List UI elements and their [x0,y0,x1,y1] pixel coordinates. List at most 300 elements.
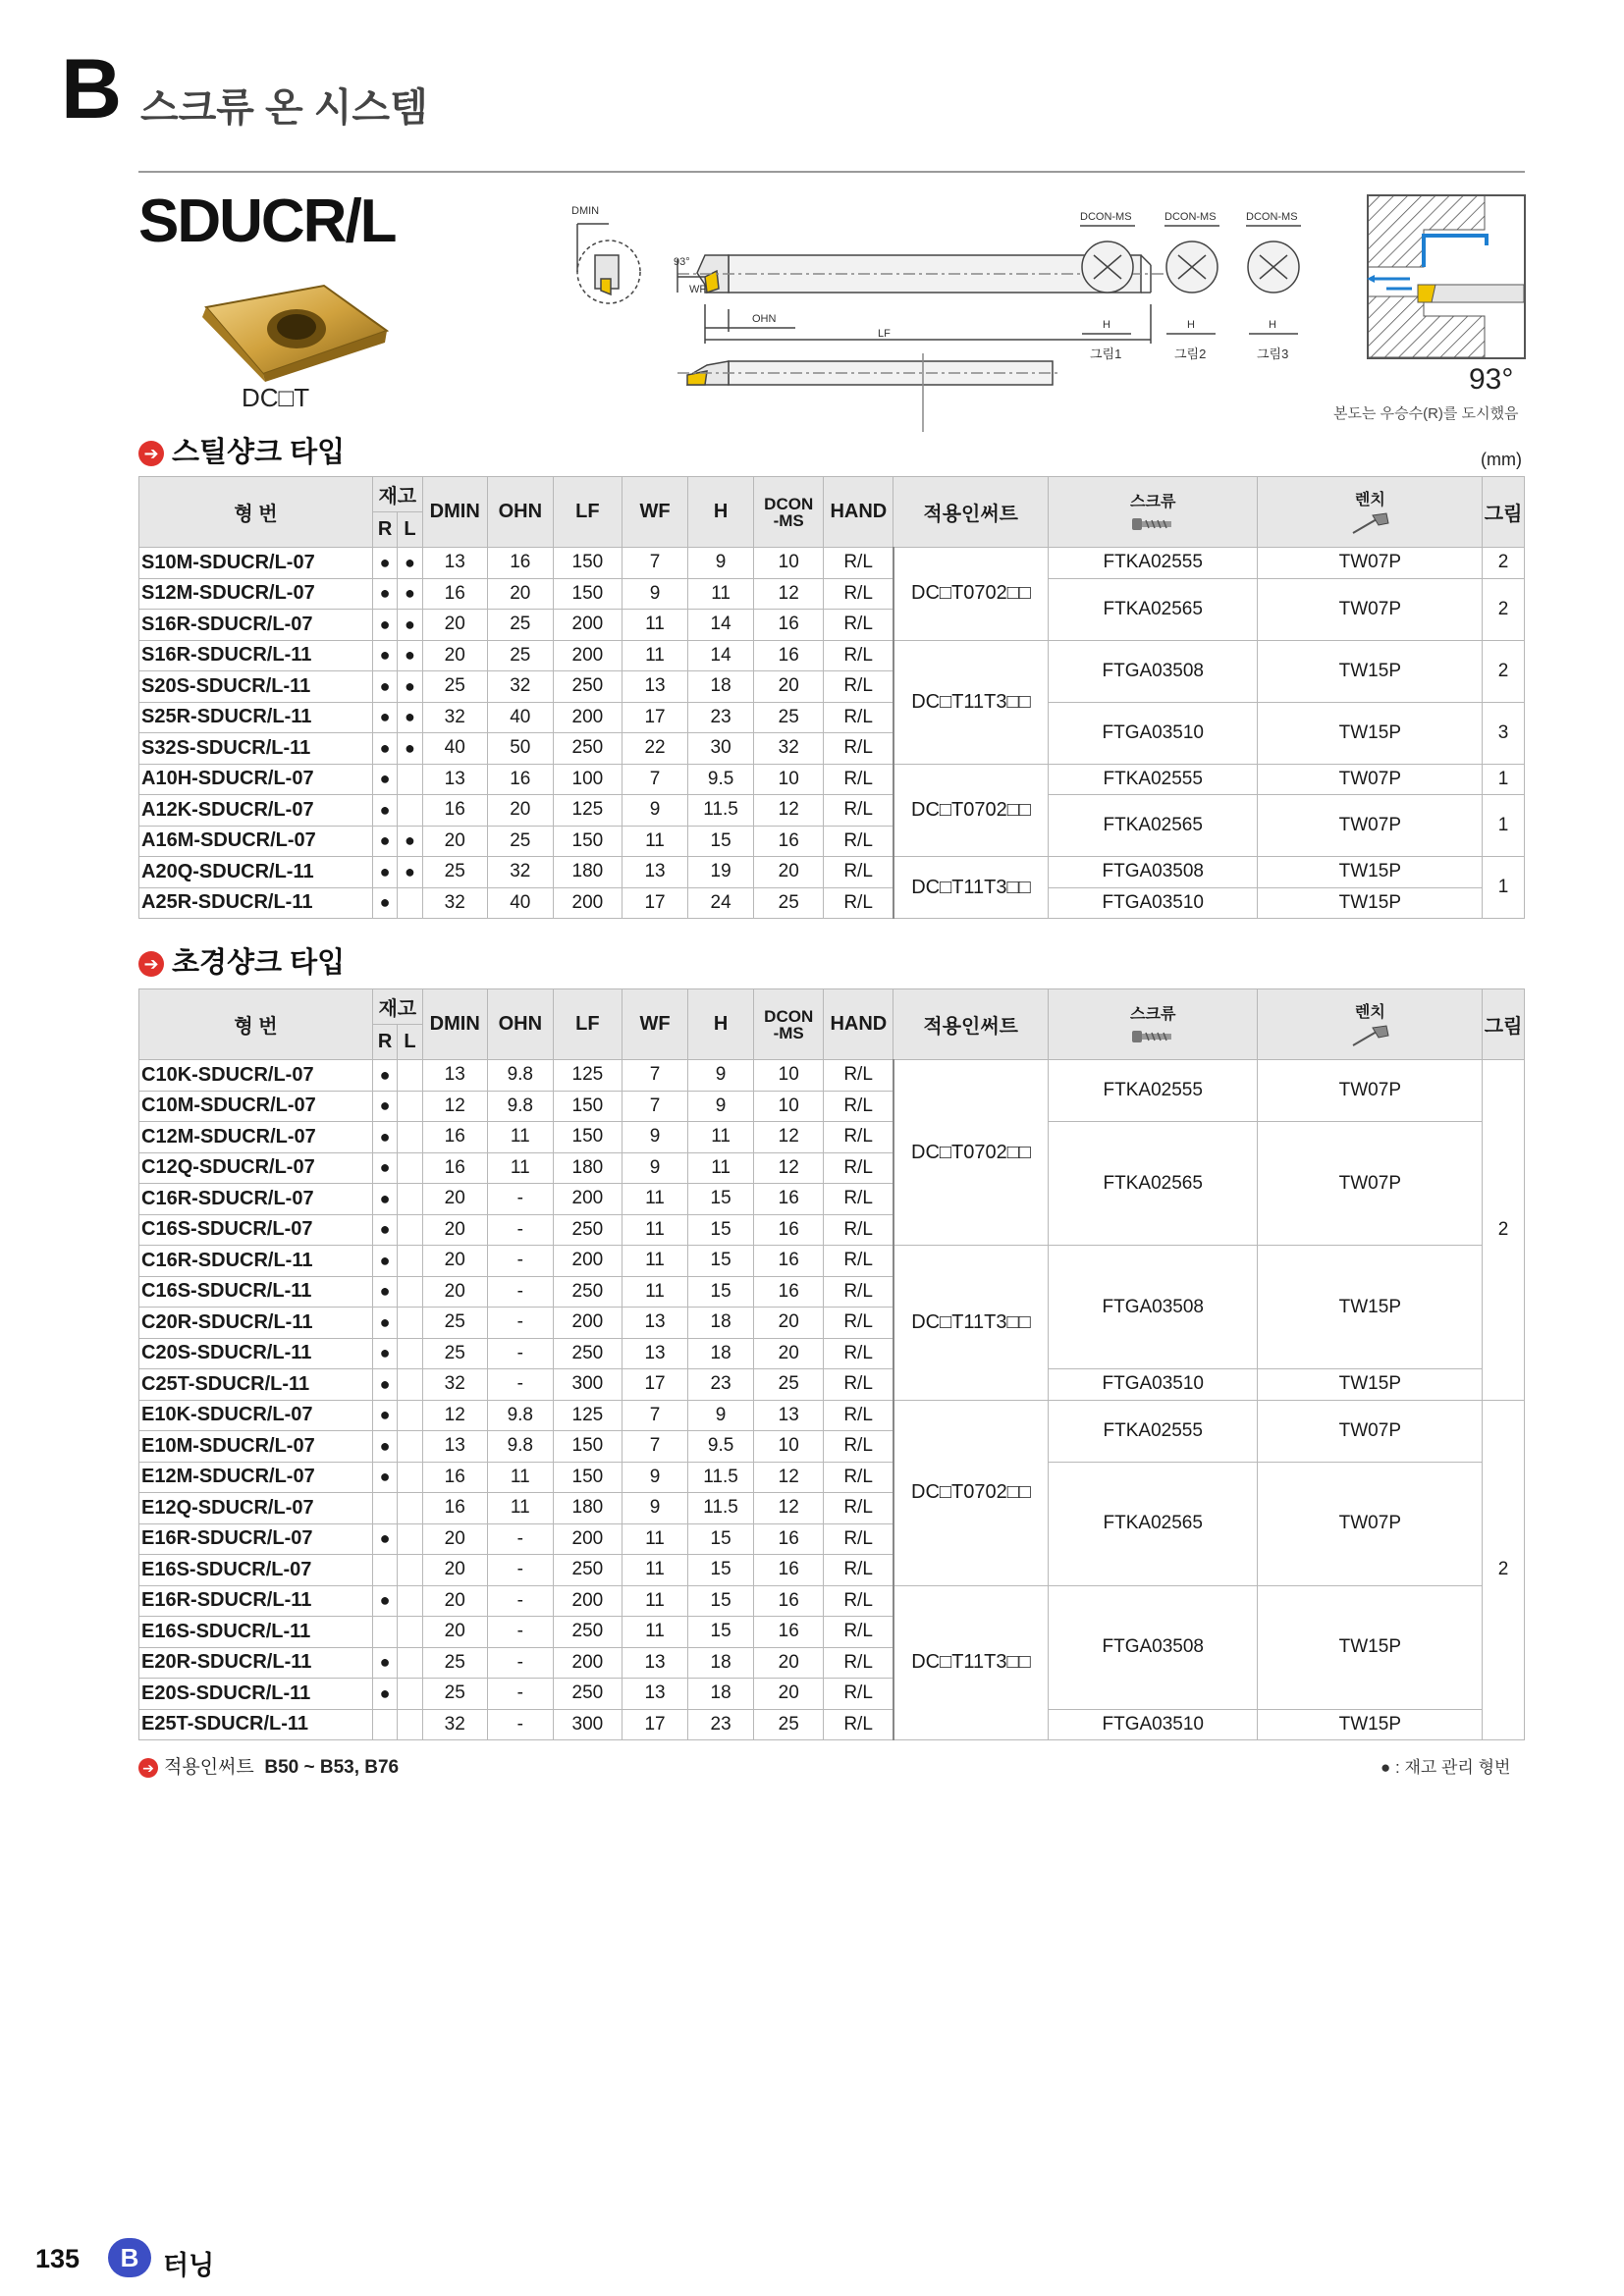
stock-l [398,1214,422,1246]
stock-r: ● [372,1060,397,1092]
carbide-shank-table [138,988,1525,1740]
dcon-value: 25 [754,1369,824,1401]
page-chapter-badge: B [108,2238,151,2277]
ohn-value: - [487,1338,553,1369]
hand-value: R/L [824,1679,893,1710]
dmin-value: 16 [422,1122,487,1153]
dcon-value: 16 [754,1523,824,1555]
stock-l: ● [398,578,422,610]
lf-value: 250 [553,671,622,703]
screw-part: FTGA03510 [1049,702,1258,764]
dmin-value: 20 [422,1585,487,1617]
lf-value: 200 [553,702,622,733]
dcon-value: 10 [754,1091,824,1122]
col-h: H [688,989,754,1060]
dcon-value: 12 [754,1493,824,1524]
wrench-part: TW07P [1258,548,1483,579]
h-value: 15 [688,1523,754,1555]
dmin-value: 32 [422,702,487,733]
col-stock-l: L [398,1025,422,1060]
dcon-value: 13 [754,1400,824,1431]
applicable-insert: DC□T11T3□□ [893,640,1049,764]
table-row [139,1709,1525,1740]
ohn-value: - [487,1647,553,1679]
dcon-value: 16 [754,1276,824,1308]
wrench-part: TW15P [1258,1246,1483,1369]
product-code: A10H-SDUCR/L-07 [139,764,373,795]
dmin-value: 20 [422,610,487,641]
h-value: 19 [688,857,754,888]
approach-angle: 93° [1469,363,1514,396]
product-code: A25R-SDUCR/L-11 [139,887,373,919]
lf-value: 200 [553,1523,622,1555]
header-divider [138,171,1525,173]
ohn-value: 9.8 [487,1431,553,1463]
dmin-value: 32 [422,1369,487,1401]
col-lf: LF [553,477,622,548]
hand-value: R/L [824,1214,893,1246]
screw-part: FTGA03508 [1049,857,1258,888]
hand-value: R/L [824,610,893,641]
wf-value: 7 [622,764,687,795]
stock-r: ● [372,1462,397,1493]
h-value: 23 [688,1709,754,1740]
hand-value: R/L [824,1308,893,1339]
screw-part: FTKA02565 [1049,578,1258,640]
table-row [139,764,1525,795]
hand-value: R/L [824,887,893,919]
col-screw-label: 스크류 [1130,494,1176,510]
ohn-value: 16 [487,764,553,795]
stock-r: ● [372,795,397,827]
dmin-value: 40 [422,733,487,765]
ohn-value: 16 [487,548,553,579]
hand-value: R/L [824,1462,893,1493]
stock-r: ● [372,764,397,795]
table-row [139,1462,1525,1493]
stock-r: ● [372,1091,397,1122]
ohn-value: 20 [487,795,553,827]
stock-r: ● [372,1184,397,1215]
product-code: C12M-SDUCR/L-07 [139,1122,373,1153]
dcon-value: 20 [754,1647,824,1679]
col-dmin: DMIN [422,989,487,1060]
dmin-value: 25 [422,1338,487,1369]
product-code: S16R-SDUCR/L-07 [139,610,373,641]
dcon-value: 10 [754,548,824,579]
screw-part: FTGA03508 [1049,640,1258,702]
col-screw [1049,477,1258,548]
wf-value: 13 [622,1679,687,1710]
col-stock-r: R [372,1025,397,1060]
dcon-value: 16 [754,1555,824,1586]
wrench-part: TW15P [1258,857,1483,888]
lf-value: 150 [553,1462,622,1493]
col-lf: LF [553,989,622,1060]
screw-part: FTKA02555 [1049,548,1258,579]
stock-r: ● [372,578,397,610]
col-stock-l: L [398,512,422,548]
h-value: 9 [688,1400,754,1431]
wf-value: 11 [622,826,687,857]
wrench-part: TW07P [1258,1122,1483,1246]
dcon-value: 16 [754,1246,824,1277]
h-value: 15 [688,1246,754,1277]
product-code: C16R-SDUCR/L-11 [139,1246,373,1277]
hand-value: R/L [824,764,893,795]
lf-value: 250 [553,1617,622,1648]
dcon-value: 20 [754,1338,824,1369]
stock-l [398,1276,422,1308]
stock-l [398,1060,422,1092]
lf-value: 200 [553,887,622,919]
table-row [139,1369,1525,1401]
ohn-value: 32 [487,671,553,703]
stock-l [398,1523,422,1555]
product-code: S20S-SDUCR/L-11 [139,671,373,703]
unit-label: (mm) [1481,450,1522,469]
wrench-part: TW15P [1258,702,1483,764]
col-dcon: DCON -MS [754,989,824,1060]
dcon-value: 12 [754,795,824,827]
dmin-value: 32 [422,1709,487,1740]
col-code: 형 번 [139,989,373,1060]
wrench-part: TW15P [1258,887,1483,919]
stock-r: ● [372,857,397,888]
hand-value: R/L [824,1523,893,1555]
table-row [139,702,1525,733]
product-code: S32S-SDUCR/L-11 [139,733,373,765]
dcon-value: 16 [754,610,824,641]
wrench-part: TW15P [1258,1709,1483,1740]
label-ohn: OHN [752,313,777,325]
stock-r: ● [372,1523,397,1555]
h-value: 18 [688,671,754,703]
wf-value: 17 [622,702,687,733]
stock-r [372,1555,397,1586]
dmin-value: 12 [422,1091,487,1122]
wf-value: 9 [622,1462,687,1493]
wf-value: 7 [622,1091,687,1122]
stock-l [398,1431,422,1463]
insert-caption: DC□T [242,383,310,412]
stock-l [398,1493,422,1524]
wf-value: 11 [622,1617,687,1648]
col-insert: 적용인써트 [893,477,1049,548]
product-code: C16R-SDUCR/L-07 [139,1184,373,1215]
h-value: 18 [688,1308,754,1339]
h-value: 11 [688,578,754,610]
wf-value: 11 [622,1585,687,1617]
dmin-value: 16 [422,1462,487,1493]
wf-value: 11 [622,640,687,671]
ohn-value: - [487,1369,553,1401]
table-row [139,1060,1525,1092]
stock-r: ● [372,1369,397,1401]
ohn-value: 25 [487,640,553,671]
dcon-value: 12 [754,1122,824,1153]
col-stock-r: R [372,512,397,548]
screw-part: FTGA03508 [1049,1585,1258,1709]
applicable-insert: DC□T0702□□ [893,1060,1049,1246]
lf-value: 250 [553,1555,622,1586]
dmin-value: 20 [422,826,487,857]
dmin-value: 32 [422,887,487,919]
col-stock: 재고 [372,989,422,1025]
wf-value: 7 [622,1431,687,1463]
table-row [139,1246,1525,1277]
h-value: 15 [688,1214,754,1246]
wf-value: 13 [622,1647,687,1679]
stock-l [398,1617,422,1648]
dcon-value: 20 [754,1679,824,1710]
table-row [139,887,1525,919]
h-value: 9.5 [688,764,754,795]
dcon-value: 12 [754,578,824,610]
label-dcon-1: DCON-MS [1080,211,1132,223]
h-value: 9 [688,1091,754,1122]
label-h-3: H [1269,319,1276,331]
stock-l [398,1462,422,1493]
h-value: 11 [688,1122,754,1153]
page-section: 터닝 [163,2251,215,2280]
applicable-insert: DC□T0702□□ [893,764,1049,857]
h-value: 15 [688,1184,754,1215]
dmin-value: 20 [422,1555,487,1586]
h-value: 18 [688,1679,754,1710]
table-row [139,795,1525,827]
stock-l [398,764,422,795]
product-code: E16S-SDUCR/L-07 [139,1555,373,1586]
wf-value: 11 [622,610,687,641]
wf-value: 11 [622,1276,687,1308]
applicable-insert: DC□T11T3□□ [893,1246,1049,1401]
ohn-value: 11 [487,1122,553,1153]
dcon-value: 16 [754,826,824,857]
dcon-value: 16 [754,1184,824,1215]
stock-r: ● [372,887,397,919]
figure-ref: 2 [1483,1060,1525,1401]
h-value: 15 [688,1555,754,1586]
col-wrench [1258,989,1483,1060]
table-row [139,1400,1525,1431]
ohn-value: - [487,1214,553,1246]
lf-value: 180 [553,1493,622,1524]
col-wrench-label: 렌치 [1354,492,1385,508]
h-value: 15 [688,826,754,857]
label-dmin: DMIN [571,205,600,217]
dmin-value: 20 [422,1184,487,1215]
product-code: S10M-SDUCR/L-07 [139,548,373,579]
dcon-value: 20 [754,1308,824,1339]
stock-r: ● [372,1679,397,1710]
figure-ref: 2 [1483,548,1525,579]
stock-r: ● [372,826,397,857]
hand-value: R/L [824,857,893,888]
hand-value: R/L [824,1647,893,1679]
stock-l: ● [398,857,422,888]
stock-l [398,1400,422,1431]
stock-l: ● [398,826,422,857]
coolant-section-image [1367,194,1526,359]
dmin-value: 16 [422,578,487,610]
hand-value: R/L [824,1369,893,1401]
stock-r [372,1709,397,1740]
hand-value: R/L [824,671,893,703]
wf-value: 17 [622,1709,687,1740]
lf-value: 180 [553,1152,622,1184]
lf-value: 300 [553,1709,622,1740]
applicable-insert: DC□T0702□□ [893,548,1049,641]
wf-value: 13 [622,857,687,888]
col-insert: 적용인써트 [893,989,1049,1060]
product-code: E16R-SDUCR/L-11 [139,1585,373,1617]
screw-part: FTKA02555 [1049,1400,1258,1462]
stock-l [398,887,422,919]
table-row [139,857,1525,888]
stock-r: ● [372,1308,397,1339]
stock-r [372,1617,397,1648]
wf-value: 7 [622,1400,687,1431]
figure-ref: 1 [1483,857,1525,919]
hand-value: R/L [824,1585,893,1617]
dmin-value: 16 [422,1152,487,1184]
insert-image [177,280,395,382]
hand-value: R/L [824,1091,893,1122]
product-code: C20S-SDUCR/L-11 [139,1338,373,1369]
product-code: C16S-SDUCR/L-07 [139,1214,373,1246]
dmin-value: 20 [422,1276,487,1308]
table-row [139,548,1525,579]
wf-value: 17 [622,1369,687,1401]
col-screw-label: 스크류 [1130,1006,1176,1023]
col-stock: 재고 [372,477,422,512]
screw-icon [1130,1026,1175,1047]
hand-value: R/L [824,578,893,610]
label-h-1: H [1103,319,1110,331]
arrow-circle-icon: ➔ [138,1758,158,1778]
stock-l [398,1555,422,1586]
h-value: 11.5 [688,795,754,827]
stock-r: ● [372,671,397,703]
stock-r [372,1493,397,1524]
hand-value: R/L [824,1431,893,1463]
lf-value: 200 [553,1184,622,1215]
steel-shank-table [138,476,1525,919]
ohn-value: 11 [487,1462,553,1493]
h-value: 23 [688,702,754,733]
ohn-value: 20 [487,578,553,610]
dmin-value: 25 [422,1647,487,1679]
insert-reference-pages: B50 ~ B53, B76 [264,1757,400,1778]
stock-l [398,795,422,827]
wrench-part: TW07P [1258,764,1483,795]
screw-part: FTGA03510 [1049,1369,1258,1401]
hand-value: R/L [824,1122,893,1153]
figure-ref: 2 [1483,578,1525,640]
col-wrench [1258,477,1483,548]
label-dcon-2: DCON-MS [1164,211,1217,223]
product-code: E12M-SDUCR/L-07 [139,1462,373,1493]
stock-l: ● [398,640,422,671]
stock-l: ● [398,610,422,641]
stock-r: ● [372,1400,397,1431]
dcon-value: 16 [754,1585,824,1617]
hand-value: R/L [824,733,893,765]
hand-value: R/L [824,640,893,671]
screw-part: FTKA02565 [1049,795,1258,857]
h-value: 9 [688,548,754,579]
dcon-value: 20 [754,671,824,703]
hand-value: R/L [824,1709,893,1740]
dmin-value: 25 [422,671,487,703]
dmin-value: 20 [422,1214,487,1246]
label-fig2: 그림2 [1174,347,1207,361]
figure-ref: 1 [1483,795,1525,857]
dmin-value: 13 [422,1060,487,1092]
wf-value: 11 [622,1555,687,1586]
ohn-value: 25 [487,610,553,641]
dmin-value: 12 [422,1400,487,1431]
product-code: A16M-SDUCR/L-07 [139,826,373,857]
product-code: A20Q-SDUCR/L-11 [139,857,373,888]
col-fig: 그림 [1483,477,1525,548]
lf-value: 150 [553,548,622,579]
ohn-value: - [487,1555,553,1586]
figure-ref: 1 [1483,764,1525,795]
lf-value: 200 [553,640,622,671]
applicable-insert: DC□T11T3□□ [893,1585,1049,1740]
dcon-value: 10 [754,764,824,795]
product-code: S12M-SDUCR/L-07 [139,578,373,610]
stock-l [398,1647,422,1679]
screw-part: FTKA02565 [1049,1122,1258,1246]
ohn-value: - [487,1585,553,1617]
dmin-value: 13 [422,1431,487,1463]
product-code: E25T-SDUCR/L-11 [139,1709,373,1740]
screw-part: FTKA02565 [1049,1462,1258,1585]
hand-value: R/L [824,1246,893,1277]
screw-part: FTKA02555 [1049,1060,1258,1122]
lf-value: 300 [553,1369,622,1401]
stock-r: ● [372,733,397,765]
ohn-value: 11 [487,1493,553,1524]
tool-drawing [560,196,1326,442]
h-value: 11 [688,1152,754,1184]
h-value: 14 [688,610,754,641]
lf-value: 150 [553,1091,622,1122]
applicable-insert: DC□T11T3□□ [893,857,1049,919]
col-ohn: OHN [487,989,553,1060]
product-code: C16S-SDUCR/L-11 [139,1276,373,1308]
col-fig: 그림 [1483,989,1525,1060]
ohn-value: - [487,1617,553,1648]
col-h: H [688,477,754,548]
dcon-value: 25 [754,887,824,919]
lf-value: 250 [553,1679,622,1710]
wf-value: 13 [622,1338,687,1369]
col-code: 형 번 [139,477,373,548]
hand-value: R/L [824,1338,893,1369]
wrench-part: TW07P [1258,1400,1483,1462]
hand-value: R/L [824,1184,893,1215]
wf-value: 7 [622,1060,687,1092]
h-value: 18 [688,1338,754,1369]
dmin-value: 20 [422,1523,487,1555]
screw-icon [1130,513,1175,535]
wf-value: 11 [622,1184,687,1215]
insert-reference-label: 적용인써트 [164,1757,254,1778]
